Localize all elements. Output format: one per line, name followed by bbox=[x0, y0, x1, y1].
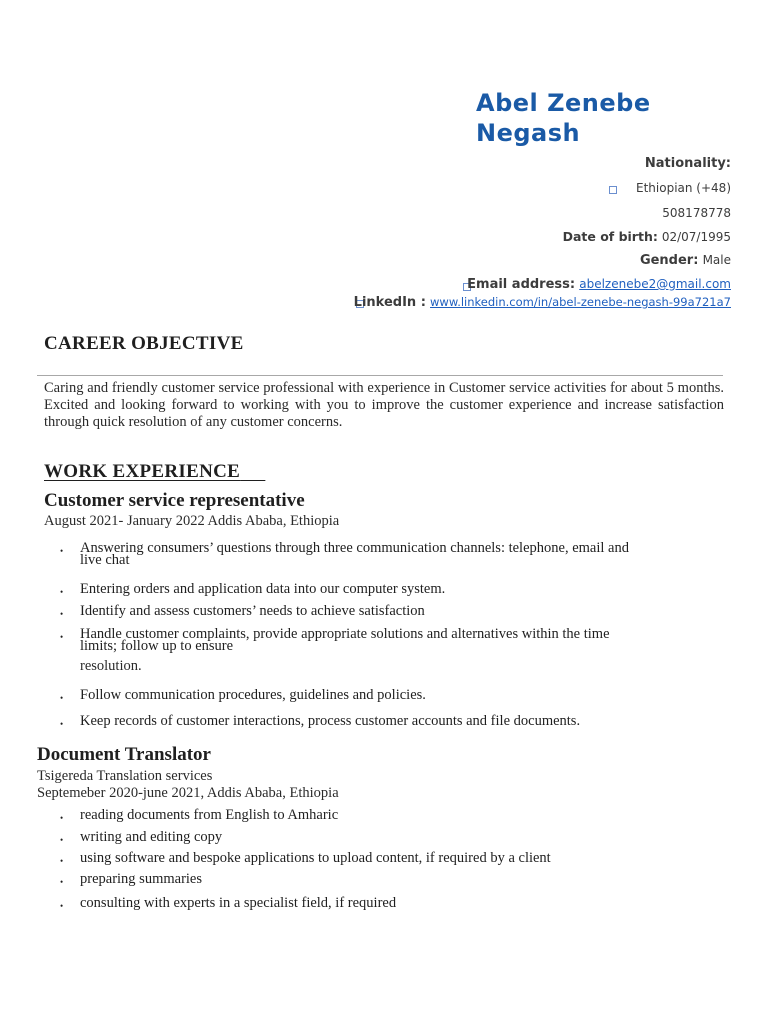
work-experience-heading bbox=[44, 461, 265, 483]
email-label: Email address: bbox=[467, 277, 576, 292]
candidate-name bbox=[476, 88, 651, 148]
linkedin-link[interactable]: www.linkedin.com/in/abel-zenebe-negash-99a721a7 bbox=[430, 295, 731, 309]
list-item-text: limits; follow up to ensure bbox=[80, 638, 234, 654]
linkedin-label: LinkedIn : bbox=[353, 295, 426, 310]
list-item-text: live chat bbox=[80, 552, 130, 568]
name-line-2: Negash bbox=[476, 119, 581, 147]
job-meta: August 2021- January 2022 Addis Ababa, Ethiopia bbox=[44, 513, 340, 529]
phone-number: 508178778 bbox=[662, 206, 731, 220]
list-item-text: Handle customer complaints, provide appropriate solutions and alternatives within the time bbox=[80, 626, 610, 642]
work-experience-title: WORK EXPERIENCE bbox=[44, 461, 241, 482]
list-item-text: Entering orders and application data into our computer system. bbox=[80, 581, 446, 597]
email bbox=[467, 277, 731, 292]
bullet-icon: • bbox=[60, 587, 64, 597]
list-item-text: reading documents from English to Amharic bbox=[80, 807, 339, 823]
career-objective-heading: CAREER OBJECTIVE bbox=[44, 333, 244, 354]
gender-label: Gender: bbox=[639, 253, 699, 268]
bullet-icon: • bbox=[60, 877, 64, 887]
dob-label: Date of birth: bbox=[562, 229, 658, 244]
nationality-label: Nationality: bbox=[644, 156, 731, 171]
list-item-continuation: resolution. bbox=[80, 658, 142, 674]
name-line-1: Abel Zenebe bbox=[476, 89, 651, 117]
bullet-icon: • bbox=[60, 856, 64, 866]
bullet-icon: • bbox=[60, 609, 64, 619]
list-item-text: using software and bespoke applications to upload content, if required by a client bbox=[80, 850, 551, 866]
bullet-icon: • bbox=[60, 719, 64, 729]
list-item-text: Follow communication procedures, guidelines and policies. bbox=[80, 687, 426, 703]
job-meta: Septemeber 2020-june 2021, Addis Ababa, Ethiopia bbox=[37, 785, 339, 801]
linkedin bbox=[354, 295, 731, 310]
checkbox-icon bbox=[609, 186, 617, 194]
nationality-value: Ethiopian (+48) bbox=[636, 181, 731, 195]
date-of-birth bbox=[563, 229, 731, 244]
section-divider bbox=[37, 375, 723, 376]
list-item-text: Keep records of customer interactions, process customer accounts and file documents. bbox=[80, 713, 581, 729]
gender bbox=[640, 253, 731, 268]
bullet-icon: • bbox=[60, 632, 64, 642]
list-item-text: preparing summaries bbox=[80, 871, 203, 887]
list-item-text: Answering consumers’ questions through three communication channels: telephone, email and bbox=[80, 540, 629, 556]
job-title: Document Translator bbox=[37, 744, 211, 765]
bullet-icon: • bbox=[60, 901, 64, 911]
bullet-icon: • bbox=[60, 546, 64, 556]
bullet-icon: • bbox=[60, 813, 64, 823]
list-item-text: writing and editing copy bbox=[80, 829, 223, 845]
gender-value: Male bbox=[702, 253, 731, 267]
job-title: Customer service representative bbox=[44, 490, 305, 511]
bullet-icon: • bbox=[60, 835, 64, 845]
bullet-icon: • bbox=[60, 693, 64, 703]
career-objective-text: Caring and friendly customer service professional with experience in Customer service activities for about 5 months. Excited and looking forward to working with you to improve the customer experience and increase satisfaction through quick resolution of any customer concerns. bbox=[44, 380, 724, 430]
email-link[interactable]: abelzenebe2@gmail.com bbox=[579, 277, 731, 291]
job-company: Tsigereda Translation services bbox=[37, 768, 213, 784]
list-item-text: consulting with experts in a specialist field, if required bbox=[80, 895, 397, 911]
list-item-text: Identify and assess customers’ needs to achieve satisfaction bbox=[80, 603, 425, 619]
dob-value: 02/07/1995 bbox=[661, 230, 731, 244]
